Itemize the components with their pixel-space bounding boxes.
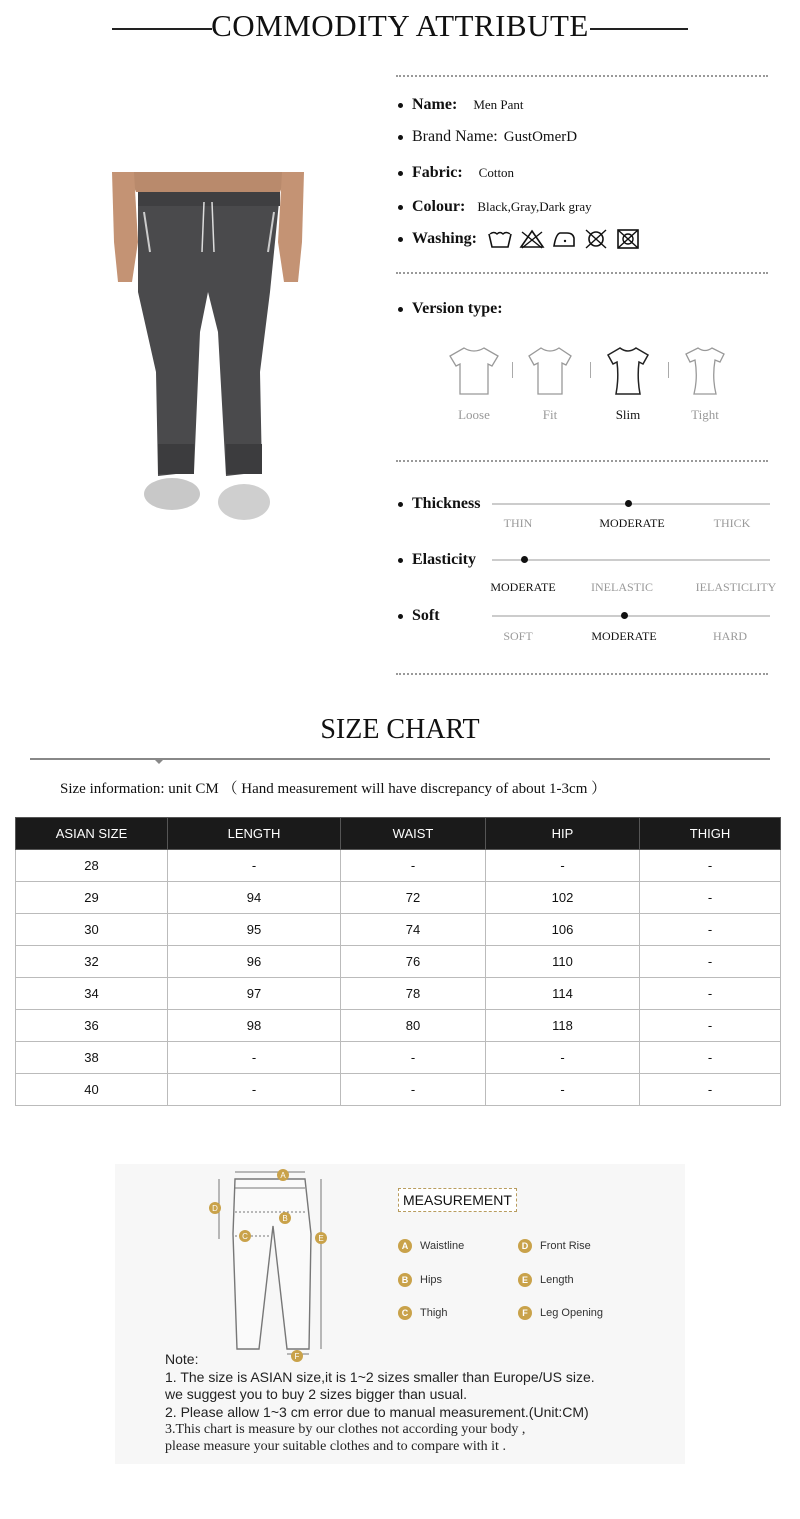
table-cell: 102 xyxy=(486,882,640,914)
table-cell: - xyxy=(341,1074,486,1106)
table-cell: - xyxy=(486,1074,640,1106)
note-heading: Note: xyxy=(165,1351,199,1367)
elasticity-scale-label: IELASTICLITY xyxy=(695,580,777,594)
elasticity-key: Elasticity xyxy=(412,551,476,568)
table-cell: - xyxy=(640,882,781,914)
table-row xyxy=(16,946,781,978)
table-cell: 98 xyxy=(168,1010,341,1042)
bullet xyxy=(398,307,403,312)
thickness-scale-label: THIN xyxy=(503,516,533,530)
version-option-fit xyxy=(520,344,580,423)
version-label: Fit xyxy=(542,407,558,422)
version-label: Tight xyxy=(691,407,719,422)
separator xyxy=(668,362,669,378)
table-cell: - xyxy=(640,914,781,946)
product-image xyxy=(108,172,308,532)
svg-text:F: F xyxy=(294,1352,300,1361)
size-info: Size information: unit CM （ Hand measurement will have discrepancy of about 1-3cm ） xyxy=(60,781,607,797)
table-cell: - xyxy=(168,850,341,882)
thickness-key: Thickness xyxy=(412,495,481,512)
soft-key: Soft xyxy=(412,607,440,624)
soft-scale-label: HARD xyxy=(712,629,747,643)
legend-item xyxy=(398,1239,464,1253)
thickness-marker xyxy=(625,500,632,507)
table-cell: 72 xyxy=(341,882,486,914)
table-cell: - xyxy=(640,978,781,1010)
table-cell: 32 xyxy=(16,946,168,978)
soft-row xyxy=(398,607,456,625)
table-row xyxy=(16,1074,781,1106)
attr-brand-key: Brand Name: xyxy=(412,128,498,145)
legend-item xyxy=(518,1306,603,1320)
note-line: 3.This chart is measure by our clothes not according your body , xyxy=(165,1422,526,1437)
legend-item xyxy=(398,1306,448,1320)
legend-badge: F xyxy=(518,1306,532,1320)
size-chart-rule xyxy=(30,758,770,760)
thickness-scale-label: THICK xyxy=(713,516,751,530)
table-cell: 40 xyxy=(16,1074,168,1106)
version-type xyxy=(398,300,519,318)
attr-name-key: Name: xyxy=(412,96,458,113)
attr-fabric xyxy=(398,164,514,182)
table-cell: 106 xyxy=(486,914,640,946)
table-cell: 94 xyxy=(168,882,341,914)
measurement-title: MEASUREMENT xyxy=(398,1188,517,1212)
legend-label: Leg Opening xyxy=(540,1307,603,1319)
table-cell: - xyxy=(341,850,486,882)
separator xyxy=(512,362,513,378)
bullet xyxy=(398,502,403,507)
table-header-row xyxy=(16,818,781,850)
bullet xyxy=(398,614,403,619)
table-cell: 29 xyxy=(16,882,168,914)
bullet xyxy=(398,103,403,108)
size-table xyxy=(15,817,781,1106)
table-cell: - xyxy=(640,946,781,978)
table-cell: 30 xyxy=(16,914,168,946)
attr-colour-value: Black,Gray,Dark gray xyxy=(477,199,592,214)
soft-track xyxy=(492,615,770,617)
header-rule-right xyxy=(590,28,688,30)
soft-scale-label: SOFT xyxy=(503,629,533,643)
column-header: WAIST xyxy=(341,818,486,850)
legend-item xyxy=(398,1273,442,1287)
svg-text:B: B xyxy=(282,1214,288,1223)
table-row xyxy=(16,1042,781,1074)
attr-washing xyxy=(398,228,641,250)
thickness-row xyxy=(398,495,496,513)
elasticity-marker xyxy=(521,556,528,563)
attr-name xyxy=(398,96,524,114)
column-header: LENGTH xyxy=(168,818,341,850)
table-cell: 76 xyxy=(341,946,486,978)
legend-label: Waistline xyxy=(420,1240,465,1252)
table-row xyxy=(16,850,781,882)
hand-wash-icon xyxy=(487,228,513,250)
table-cell: - xyxy=(640,1010,781,1042)
tshirt-icon xyxy=(448,344,500,398)
table-cell: - xyxy=(168,1074,341,1106)
column-header: ASIAN SIZE xyxy=(16,818,168,850)
table-cell: - xyxy=(486,850,640,882)
table-cell: 118 xyxy=(486,1010,640,1042)
divider xyxy=(396,460,768,462)
table-cell: 78 xyxy=(341,978,486,1010)
table-cell: - xyxy=(168,1042,341,1074)
size-chart-rule-notch xyxy=(154,759,164,764)
table-cell: 36 xyxy=(16,1010,168,1042)
note-line: 2. Please allow 1~3 cm error due to manual measurement.(Unit:CM) xyxy=(165,1404,589,1420)
elasticity-row xyxy=(398,551,492,569)
table-row xyxy=(16,978,781,1010)
no-tumble-dry-icon xyxy=(615,228,641,250)
washing-icons xyxy=(487,228,641,250)
tshirt-icon xyxy=(602,344,654,398)
table-row xyxy=(16,882,781,914)
column-header: THIGH xyxy=(640,818,781,850)
attr-brand-value: GustOmerD xyxy=(503,128,578,145)
table-cell: 110 xyxy=(486,946,640,978)
table-row xyxy=(16,1010,781,1042)
size-chart-title: SIZE CHART xyxy=(320,714,480,745)
divider xyxy=(396,272,768,274)
table-cell: 38 xyxy=(16,1042,168,1074)
legend-badge: C xyxy=(398,1306,412,1320)
divider xyxy=(396,673,768,675)
legend-label: Front Rise xyxy=(540,1240,591,1252)
table-cell: 96 xyxy=(168,946,341,978)
tshirt-icon xyxy=(679,344,731,398)
attr-name-value: Men Pant xyxy=(473,97,524,112)
no-bleach-icon xyxy=(519,228,545,250)
elasticity-scale-label: INELASTIC xyxy=(591,580,653,594)
legend-badge: E xyxy=(518,1273,532,1287)
attr-fabric-key: Fabric: xyxy=(412,164,463,181)
table-cell: - xyxy=(640,1074,781,1106)
table-row xyxy=(16,914,781,946)
version-label: Loose xyxy=(458,407,490,422)
elasticity-scale-label: MODERATE xyxy=(490,580,556,594)
table-cell: - xyxy=(486,1042,640,1074)
table-cell: 74 xyxy=(341,914,486,946)
attr-colour xyxy=(398,198,592,216)
svg-text:D: D xyxy=(212,1204,218,1213)
table-cell: 95 xyxy=(168,914,341,946)
table-cell: 34 xyxy=(16,978,168,1010)
table-cell: 28 xyxy=(16,850,168,882)
version-option-loose xyxy=(444,344,504,423)
note-line: we suggest you to buy 2 sizes bigger than usual. xyxy=(165,1386,467,1402)
soft-scale-label: MODERATE xyxy=(591,629,657,643)
legend-label: Hips xyxy=(420,1274,443,1286)
version-option-tight xyxy=(675,344,735,423)
bullet xyxy=(398,135,403,140)
svg-text:C: C xyxy=(242,1232,248,1241)
bullet xyxy=(398,558,403,563)
attr-brand xyxy=(398,128,577,146)
legend-item xyxy=(518,1273,574,1287)
legend-label: Thigh xyxy=(420,1307,448,1319)
svg-text:A: A xyxy=(280,1171,286,1180)
legend-badge: B xyxy=(398,1273,412,1287)
attr-colour-key: Colour: xyxy=(412,198,466,215)
legend-item xyxy=(518,1239,591,1253)
bullet xyxy=(398,171,403,176)
bullet xyxy=(398,237,403,242)
divider xyxy=(396,75,768,77)
column-header: HIP xyxy=(486,818,640,850)
no-dry-clean-icon xyxy=(583,228,609,250)
table-cell: 97 xyxy=(168,978,341,1010)
soft-marker xyxy=(621,612,628,619)
bullet xyxy=(398,205,403,210)
table-cell: - xyxy=(640,850,781,882)
attr-washing-key: Washing: xyxy=(412,230,477,247)
note-line: 1. The size is ASIAN size,it is 1~2 sizes smaller than Europe/US size. xyxy=(165,1369,595,1385)
measurement-panel xyxy=(115,1164,685,1464)
legend-badge: D xyxy=(518,1239,532,1253)
version-option-slim xyxy=(598,344,658,423)
svg-text:E: E xyxy=(318,1234,324,1243)
version-label: Slim xyxy=(615,407,641,422)
page-title: COMMODITY ATTRIBUTE xyxy=(211,8,589,43)
separator xyxy=(590,362,591,378)
table-cell: 80 xyxy=(341,1010,486,1042)
legend-label: Length xyxy=(540,1274,574,1286)
thickness-scale-label: MODERATE xyxy=(599,516,665,530)
note-line: please measure your suitable clothes and to compare with it . xyxy=(165,1439,506,1454)
table-cell: - xyxy=(341,1042,486,1074)
elasticity-track xyxy=(492,559,770,561)
table-cell: - xyxy=(640,1042,781,1074)
legend-badge: A xyxy=(398,1239,412,1253)
attr-fabric-value: Cotton xyxy=(478,165,515,180)
iron-icon xyxy=(551,228,577,250)
version-type-key: Version type: xyxy=(412,300,503,317)
table-cell: 114 xyxy=(486,978,640,1010)
tshirt-icon xyxy=(524,344,576,398)
